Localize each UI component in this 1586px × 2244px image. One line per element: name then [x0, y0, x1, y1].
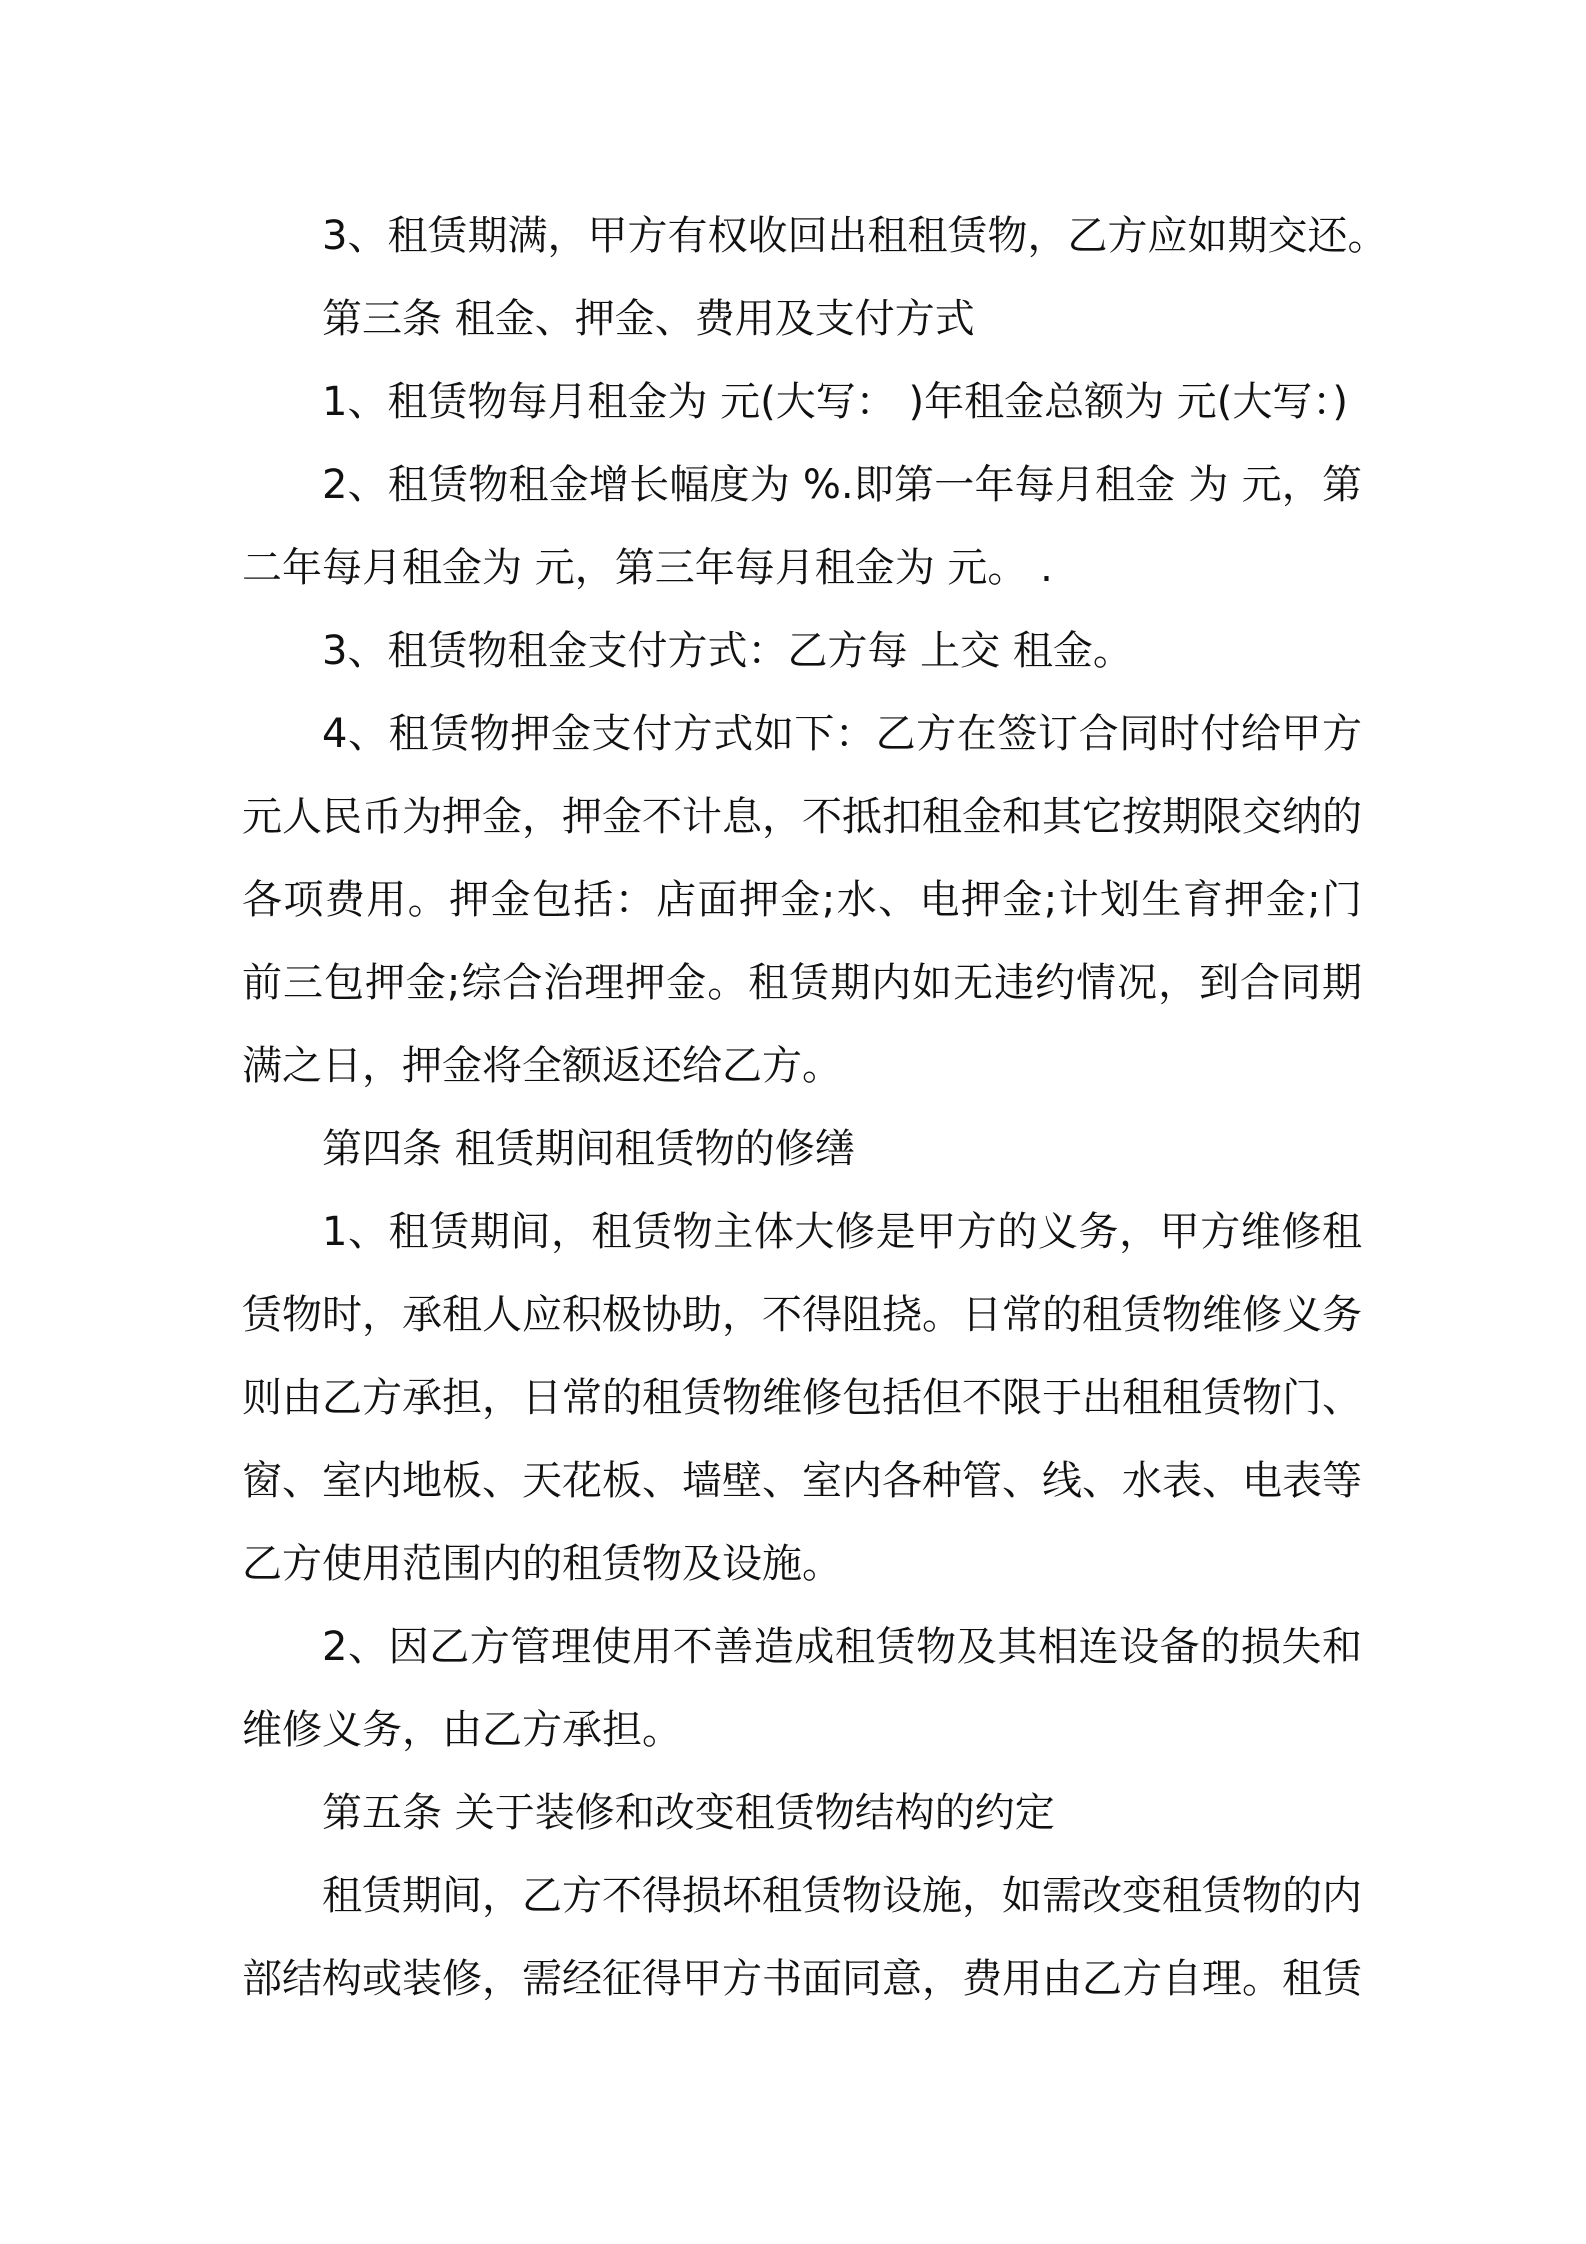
heading-article-3: 第三条 租金、押金、费用及支付方式 [322, 296, 975, 342]
paragraph-renovation: 租赁期间，乙方不得损坏租赁物设施，如需改变租赁物的内部结构或装修，需经征得甲方书面同意，费用由乙方自理。租赁 [242, 1873, 1362, 2002]
paragraph-rent-increase: 2、租赁物租金增长幅度为 %.即第一年每月租金 为 元，第二年每月租金为 元，第三年每月租金为 元。 . [242, 462, 1362, 591]
paragraph-major-repairs: 1、租赁期间，租赁物主体大修是甲方的义务，甲方维修租赁物时，承租人应积极协助，不得阻挠。日常的租赁物维修义务则由乙方承担，日常的租赁物维修包括但不限于出租租赁物门、窗、室内地板、天花板、墙壁、室内各种管、线、水表、电表等乙方使用范围内的租赁物及设施。 [242, 1209, 1362, 1587]
heading-article-4: 第四条 租赁期间租赁物的修缮 [322, 1126, 855, 1172]
heading-article-5: 第五条 关于装修和改变租赁物结构的约定 [322, 1790, 1055, 1836]
paragraph-deposit: 4、租赁物押金支付方式如下：乙方在签订合同时付给甲方 元人民币为押金，押金不计息，不抵扣租金和其它按期限交纳的各项费用。押金包括：店面押金;水、电押金;计划生育押金;门前三包押金;综合治理押金。租赁期内如无违约情况，到合同期满之日，押金将全额返还给乙方。 [242, 711, 1362, 1089]
paragraph-damage-liability: 2、因乙方管理使用不善造成租赁物及其相连设备的损失和维修义务，由乙方承担。 [242, 1624, 1362, 1753]
paragraph-lease-return: 3、租赁期满，甲方有权收回出租租赁物，乙方应如期交还。 [322, 213, 1388, 259]
paragraph-monthly-rent: 1、租赁物每月租金为 元(大写： )年租金总额为 元(大写：) [322, 379, 1349, 425]
document-body [242, 195, 1388, 2021]
paragraph-rent-payment: 3、租赁物租金支付方式：乙方每 上交 租金。 [322, 628, 1133, 674]
